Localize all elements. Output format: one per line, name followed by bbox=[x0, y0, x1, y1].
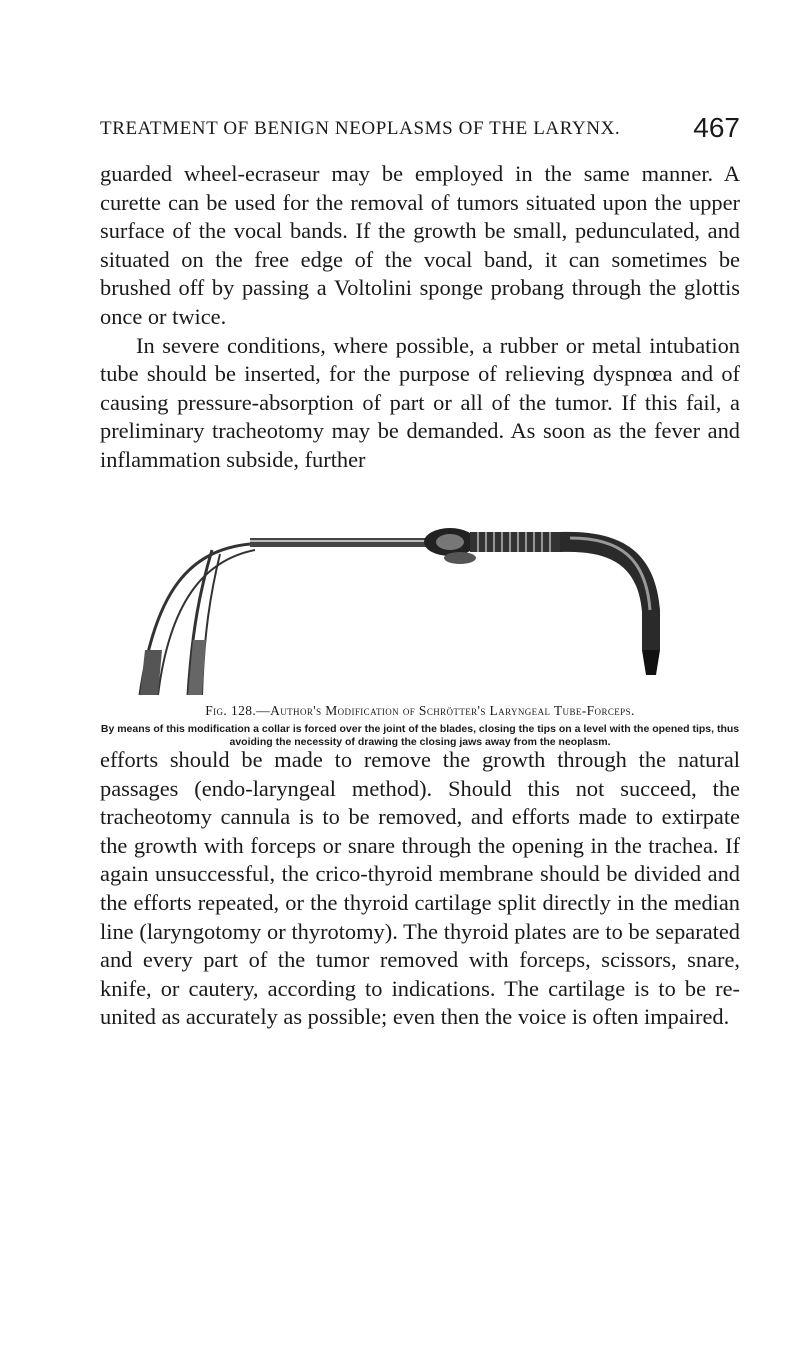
forceps-tube-curve bbox=[560, 532, 660, 650]
forceps-collar-detail bbox=[444, 552, 476, 564]
body-text-bottom bbox=[100, 746, 740, 1032]
page-number: 467 bbox=[693, 112, 740, 143]
forceps-drawing bbox=[100, 520, 740, 700]
caption-description: By means of this modification a collar is forced over the joint of the blades, closing the tips on a level with the opened tips, thus avoiding the necessity of drawing the closing jaws away from the neoplasm. bbox=[100, 723, 740, 748]
caption-title: Fig. 128.—Author's Modification of Schrötter's Laryngeal Tube-Forceps. bbox=[205, 703, 635, 718]
running-title: TREATMENT OF BENIGN NEOPLASMS OF THE LARYNX. bbox=[100, 118, 621, 139]
forceps-collar-ring bbox=[436, 534, 464, 550]
paragraph-efforts: efforts should be made to remove the growth through the natural passages (endo-laryngeal method). Should this not succeed, the tracheotomy cannula is to be removed, and efforts made to extirpate the growth with forceps or snare through the opening in the trachea. If again unsuccessful, the crico-thyroid membrane should be divided and the efforts repeated, or the thyroid cartilage split directly in the median line (laryngotomy or thyrotomy). The thyroid plates are to be separated and every part of the tumor removed with forceps, scissors, snare, knife, or cautery, according to indications. The cartilage is to be re-united as accurately as possible; even then the voice is often impaired. bbox=[100, 747, 740, 1030]
forceps-illustration bbox=[100, 520, 740, 700]
running-header bbox=[100, 114, 740, 148]
body-text-top bbox=[100, 160, 740, 475]
forceps-jaws bbox=[642, 650, 660, 675]
paragraph-severe-conditions: In severe conditions, where possible, a rubber or metal intubation tube should be inserted, for the purpose of relieving dyspnœa and of causing pressure-absorption of part or all of the tumor. If this fail, a preliminary tracheotomy may be demanded. As soon as the fever and inflammation subside, further bbox=[100, 332, 740, 472]
figure-caption bbox=[100, 703, 740, 749]
forceps-threaded-section bbox=[470, 532, 560, 552]
paragraph-continued: guarded wheel-ecraseur may be employed in the same manner. A curette can be used for the removal of tumors situated upon the upper surface of the vocal bands. If the growth be small, pedunculated, and situated on the free edge of the vocal band, it can sometimes be brushed off by passing a Voltolini sponge probang through the glottis once or twice. bbox=[100, 161, 740, 329]
